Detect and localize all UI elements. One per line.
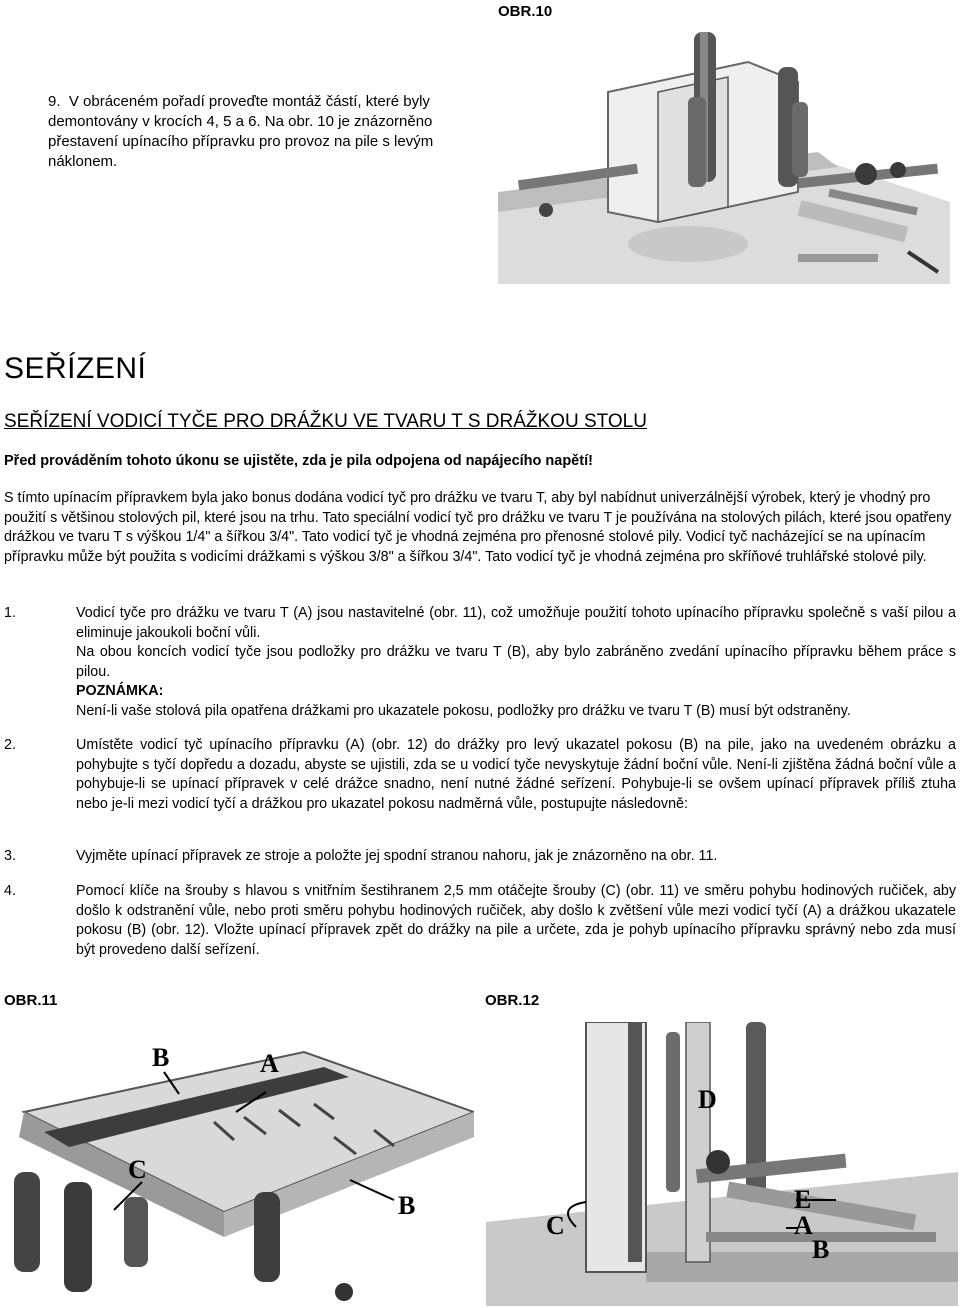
list-item-number: 3.	[4, 848, 16, 864]
section-title: SEŘÍZENÍ	[4, 352, 147, 385]
list-item	[4, 882, 956, 960]
callout-c: C	[546, 1211, 565, 1240]
callout-c: C	[128, 1155, 147, 1184]
list-item	[4, 604, 956, 721]
callout-b: B	[398, 1191, 416, 1220]
callout-d: D	[698, 1085, 717, 1114]
warning-text: Před prováděním tohoto úkonu se ujistěte, zda je pila odpojena od napájecího napětí!	[4, 453, 593, 469]
callout-e: E	[794, 1185, 812, 1214]
list-item-text: Vodicí tyče pro drážku ve tvaru T (A) jsou nastavitelné (obr. 11), což umožňuje použití tohoto upínacího přípravku společně s vaší pilou a eliminuje jakoukoli boční vůli.	[76, 605, 956, 641]
body-paragraph: S tímto upínacím přípravkem byla jako bonus dodána vodicí tyč pro drážku ve tvaru T, aby byl nabídnut univerzálnější výrobek, který je vhodný pro použití s většinou stolových pil, které jsou na trhu. Tato speciální vodicí tyč pro drážku ve tvaru T je používána na stolových pilách, které jsou opatřeny drážkou ve tvaru T s výškou 1/4" a šířkou 3/4". Tato vodicí tyč je vhodná zejména pro přenosné stolové pily. Vodicí tyč nacházející se na upínacím přípravku může být použita s vodicími drážkami s výškou 3/8" a šířkou 3/4". Tato vodicí tyč je vhodná zejména pro skříňové truhlářské stolové pily.	[4, 490, 952, 565]
list-item-text: Vyjměte upínací přípravek ze stroje a položte jej spodní stranou nahoru, jak je znázorněno na obr. 11.	[76, 848, 718, 864]
list-item-text: Na obou koncích vodicí tyče jsou podložky pro drážku ve tvaru T (B), aby bylo zabráněno zvedání upínacího přípravku během práce s pilou.	[76, 644, 956, 680]
callout-a: A	[260, 1049, 279, 1078]
list-item-text: Pomocí klíče na šrouby s hlavou s vnitřním šestihranem 2,5 mm otáčejte šrouby (C) (obr. 11) ve směru pohybu hodinových ručiček, aby došlo k odstranění vůle, nebo proti směru pohybu hodinových ručiček, aby došlo k zvětšení vůle mezi vodicí tyčí (A) a drážkou ukazatele pokosu (B) (obr. 12). Vložte upínací přípravek zpět do drážky na pile a určete, zda je pohyb upínacího přípravku správný nebo zda musí být provedeno další seřízení.	[76, 883, 956, 958]
figure-12-photo	[486, 1022, 958, 1306]
list-item-text: Umístěte vodicí tyč upínacího přípravku (A) (obr. 12) do drážky pro levý ukazatel pokosu (B) na pile, jako na uvedeném obrázku a pohybujte s tyčí dopředu a dozadu, abyste se ujistili, zda se u vodicí tyče nevyskytuje žádní boční vůle. Není-li zjištěna žádná boční vůle a pohybuje-li se upínací přípravek v celé drážce snadno, není nutné žádné seřízení. Pohybuje-li se ovšem upínací přípravek příliš ztuha nebo je-li mezi vodicí tyčí a drážkou pro ukazatel pokosu nadměrná vůle, postupujte následovně:	[76, 737, 956, 812]
list-item	[4, 847, 956, 867]
callout-b: B	[152, 1043, 170, 1072]
figure-11-label: OBR.11	[4, 992, 58, 1009]
list-item-number: 2.	[4, 737, 16, 753]
note-text: Není-li vaše stolová pila opatřena drážkami pro ukazatele pokosu, podložky pro drážku ve tvaru T (B) musí být odstraněny.	[76, 702, 851, 719]
subsection-title: SEŘÍZENÍ VODICÍ TYČE PRO DRÁŽKU VE TVARU T S DRÁŽKOU STOLU	[4, 411, 647, 432]
intro-text: 9. V obráceném pořadí proveďte montáž částí, které byly demontovány v krocích 4, 5 a 6. Na obr. 10 je znázorněno přestavení upínacího přípravku pro provoz na pile s levým náklonem.	[48, 93, 434, 170]
figure-11-photo	[4, 1022, 474, 1306]
list-item	[4, 736, 956, 814]
list-item-number: 1.	[4, 605, 16, 621]
callout-b: B	[812, 1235, 830, 1264]
figure-12-label: OBR.12	[485, 992, 540, 1009]
figure-10-label: OBR.10	[498, 3, 553, 20]
callout-a: A	[794, 1211, 813, 1240]
list-item-number: 4.	[4, 883, 16, 899]
note-label: POZNÁMKA:	[76, 683, 164, 699]
figure-10-photo	[498, 22, 950, 284]
